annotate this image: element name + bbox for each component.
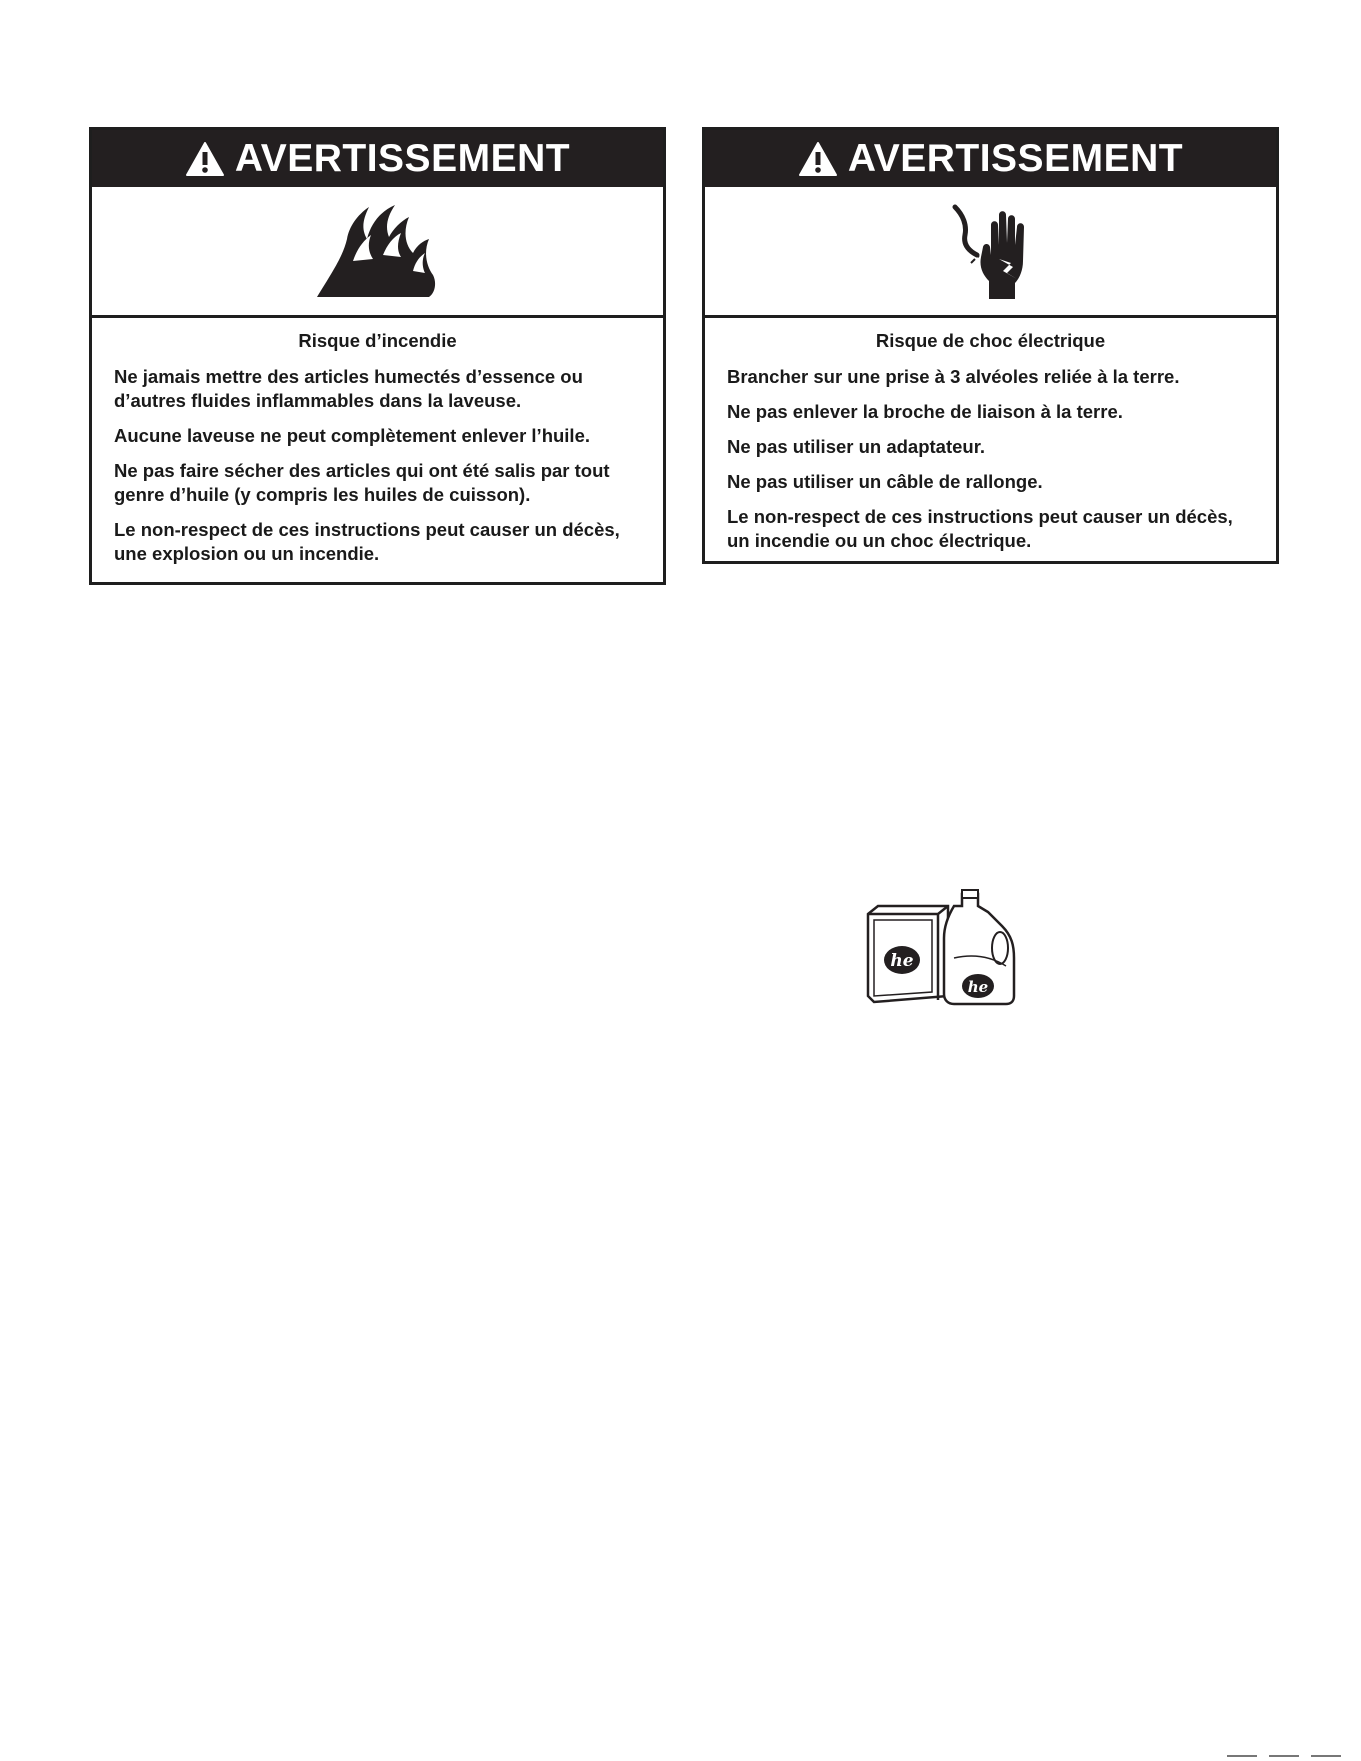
warning-line: Aucune laveuse ne peut complètement enlever l’huile. bbox=[114, 425, 591, 446]
he-logo-text: he bbox=[967, 978, 989, 996]
warning-line: Ne pas utiliser un câble de rallonge. bbox=[727, 471, 1043, 492]
warning-icon-area bbox=[92, 187, 663, 318]
warning-body bbox=[705, 318, 1276, 553]
warning-header-label: AVERTISSEMENT bbox=[847, 136, 1184, 180]
warning-header-label: AVERTISSEMENT bbox=[234, 136, 571, 180]
electric-shock-hand-icon bbox=[941, 201, 1041, 301]
footer-marks bbox=[1227, 1755, 1341, 1757]
warning-line: Brancher sur une prise à 3 alvéoles reliée à la terre. bbox=[727, 366, 1180, 387]
warning-title: Risque de choc électrique bbox=[875, 330, 1106, 351]
footer-mark bbox=[1311, 1755, 1341, 1757]
warning-header bbox=[92, 130, 663, 187]
warning-line: Le non-respect de ces instructions peut causer un décès, un incendie ou un choc électrique. bbox=[727, 506, 1233, 551]
warning-triangle-icon bbox=[798, 141, 838, 177]
he-logo-text: he bbox=[890, 951, 914, 971]
warning-body bbox=[92, 318, 663, 566]
footer-mark bbox=[1227, 1755, 1257, 1757]
warning-title: Risque d’incendie bbox=[298, 330, 457, 351]
warning-line: Ne pas enlever la broche de liaison à la terre. bbox=[727, 401, 1123, 422]
warning-header bbox=[705, 130, 1276, 187]
warning-line: Ne jamais mettre des articles humectés d’essence ou d’autres fluides inflammables dans la laveuse. bbox=[114, 366, 583, 411]
footer-mark bbox=[1269, 1755, 1299, 1757]
fire-warning-box bbox=[89, 127, 666, 585]
he-detergent-icon bbox=[862, 886, 1022, 1008]
fire-icon bbox=[313, 201, 443, 301]
warning-triangle-icon bbox=[185, 141, 225, 177]
warning-line: Le non-respect de ces instructions peut causer un décès, une explosion ou un incendie. bbox=[114, 519, 620, 564]
shock-warning-box bbox=[702, 127, 1279, 564]
warning-icon-area bbox=[705, 187, 1276, 318]
he-detergent-illustration bbox=[862, 886, 1022, 1008]
warning-line: Ne pas utiliser un adaptateur. bbox=[727, 436, 986, 457]
warning-line: Ne pas faire sécher des articles qui ont été salis par tout genre d’huile (y compris les huiles de cuisson). bbox=[114, 460, 610, 505]
